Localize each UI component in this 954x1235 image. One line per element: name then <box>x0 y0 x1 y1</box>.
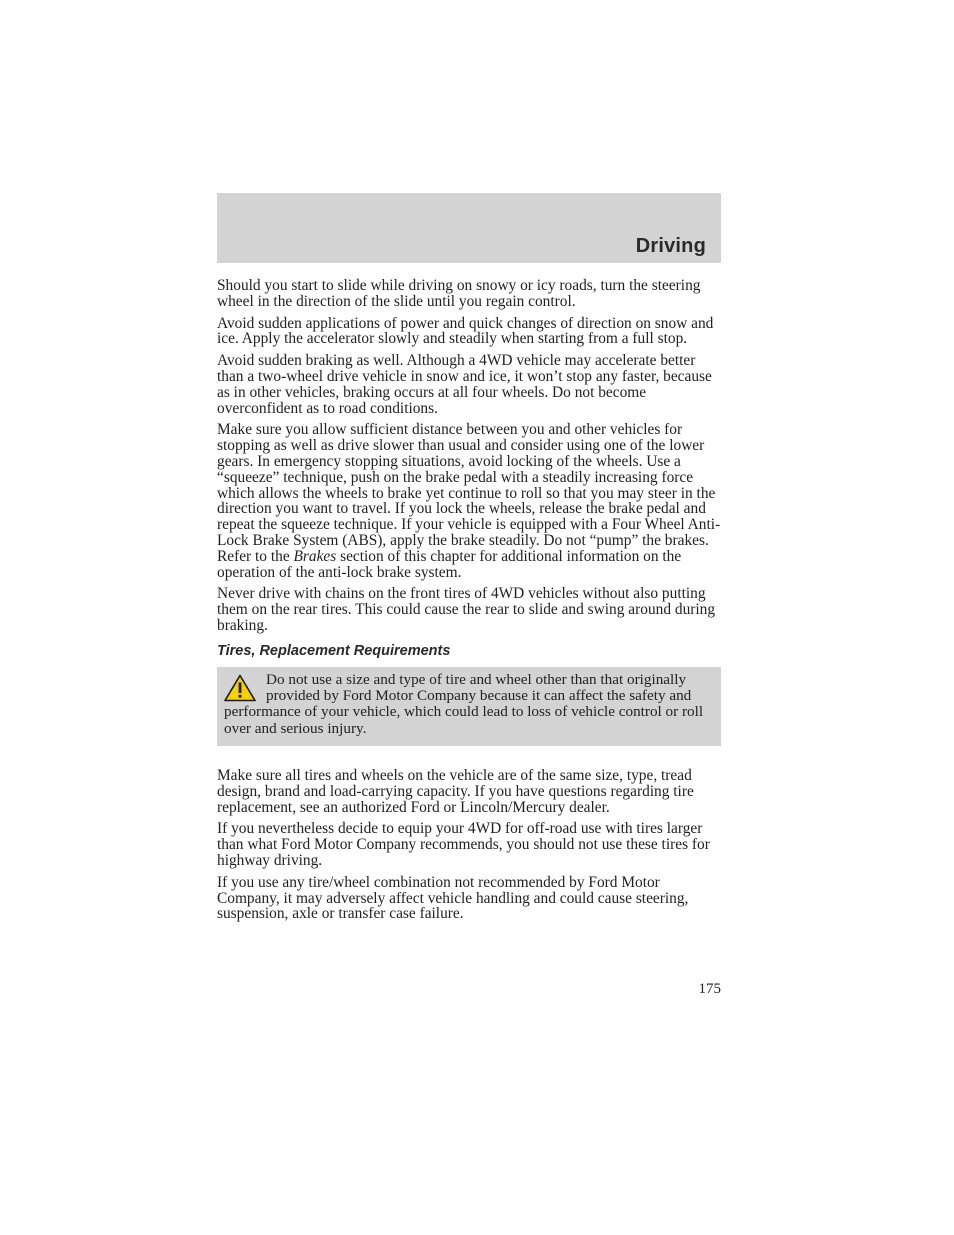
paragraph-abs <box>217 422 721 580</box>
warning-triangle-icon <box>224 674 256 702</box>
paragraph-combination: If you use any tire/wheel combination not recommended by Ford Motor Company, it may adversely affect vehicle handling and could cause steering, suspension, axle or transfer case failure. <box>217 873 689 923</box>
section-header-band <box>217 193 721 263</box>
paragraph-braking: Avoid sudden braking as well. Although a 4WD vehicle may accelerate better than a two-wheel drive vehicle in snow and ice, it won’t stop any faster, because as in other vehicles, braking occurs at all four wheels. Do not become overconfident as to road conditions. <box>217 352 712 417</box>
warning-text: Do not use a size and type of tire and wheel other than that originally provided by Ford Motor Company because it can affect the safety and performance of your vehicle, which could lead to loss of vehicle control or roll over and serious injury. <box>224 670 704 737</box>
page-number: 175 <box>698 981 721 997</box>
paragraph-chains: Never drive with chains on the front tires of 4WD vehicles without also putting them on the rear tires. This could cause the rear to slide and swing around during braking. <box>217 585 716 634</box>
paragraph-slide: Should you start to slide while driving on snowy or icy roads, turn the steering wheel in the direction of the slide until you regain control. <box>217 277 701 310</box>
page-content <box>217 278 721 928</box>
section-title: Driving <box>635 235 706 257</box>
paragraph-offroad: If you nevertheless decide to equip your 4WD for off-road use with tires larger than what Ford Motor Company recommends, you should not use these tires for highway driving. <box>217 820 710 869</box>
warning-box <box>217 667 721 746</box>
paragraph-abs-text-before: Make sure you allow sufficient distance between you and other vehicles for stopping as well as drive slower than usual and consider using one of the lower gears. In emergency stopping situations, avoid locking of the wheels. Use a “squeeze” technique, push on the brake pedal with a steadily increasing force which allows the wheels to brake yet continue to roll so that you may steer in the direction you want to travel. If you lock the wheels, release the brake pedal and repeat the squeeze technique. If your vehicle is equipped with a Four Wheel Anti-Lock Brake System (ABS), apply the brake steadily. Do not “pump” the brakes. Refer to the <box>217 421 721 565</box>
paragraph-abs-text-after: section of this chapter for additional information on the operation of the anti-lock brake system. <box>217 547 682 581</box>
paragraph-power: Avoid sudden applications of power and quick changes of direction on snow and ice. Apply the accelerator slowly and steadily when starting from a full stop. <box>217 314 714 348</box>
brakes-reference: Brakes <box>293 547 337 565</box>
paragraph-tire-match: Make sure all tires and wheels on the vehicle are of the same size, type, tread design, brand and load-carrying capacity. If you have questions regarding tire replacement, see an authorized Ford or Lincoln/Mercury dealer. <box>217 766 694 816</box>
subheading-tires: Tires, Replacement Requirements <box>217 642 451 659</box>
